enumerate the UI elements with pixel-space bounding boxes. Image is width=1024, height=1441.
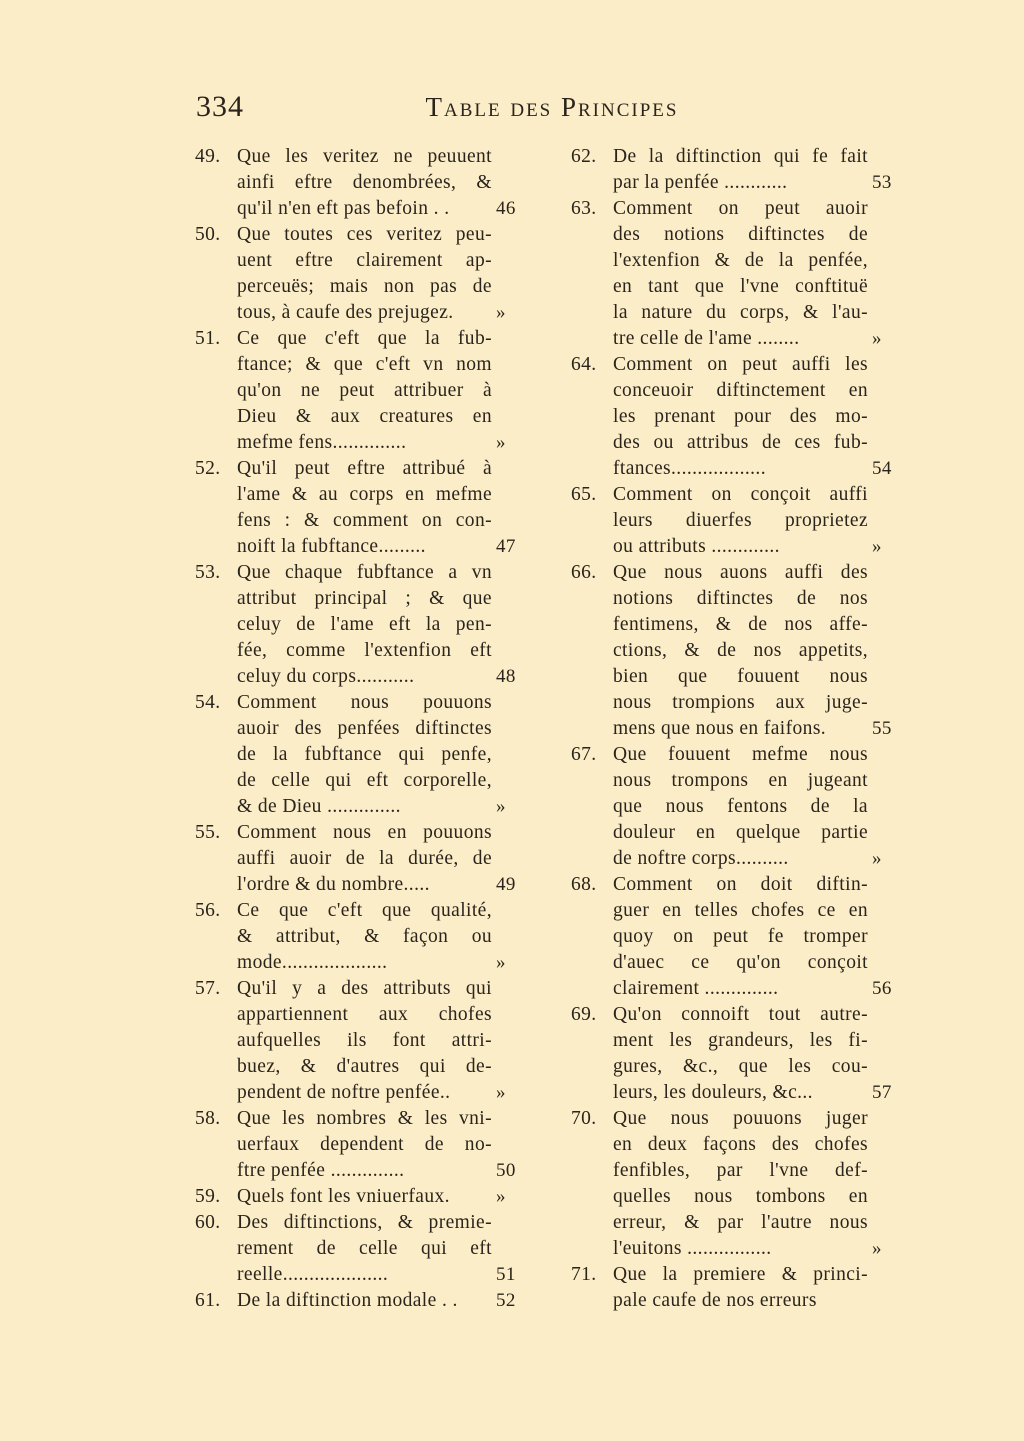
toc-entry [571,1106,916,1262]
toc-entry-line [195,430,540,456]
toc-entry-line [195,196,540,222]
toc-entry-text: Comment on peut auoir [613,198,868,219]
running-title: Table des Principes [425,92,679,122]
toc-entry-line [571,560,916,586]
toc-entry [571,1002,916,1106]
toc-entry-line [571,1288,916,1314]
toc-entry-line [571,924,916,950]
toc-entry-line [195,508,540,534]
toc-entry-text: bien que fouuent nous [613,666,868,687]
toc-entry-line [195,716,540,742]
toc-page-reference: 49 [496,874,516,895]
toc-entry-number: 68. [571,874,597,895]
toc-entry [571,560,916,742]
toc-column-right [571,144,916,1314]
toc-entry [571,872,916,1002]
toc-entry-text: Qu'on connoift tout autre- [613,1004,868,1025]
toc-entry-text: noift la fubftance......... [237,536,426,557]
toc-entry-line [571,404,916,430]
toc-entry-text: que nous fentons de la [613,796,868,817]
toc-page-reference: 46 [496,198,516,219]
toc-entry-number: 70. [571,1108,597,1129]
toc-entry-number: 52. [195,458,221,479]
toc-entry-line [195,820,540,846]
toc-entry-line [571,1054,916,1080]
toc-entry-number: 62. [571,146,597,167]
toc-entry-line [571,1080,916,1106]
toc-entry-text: nous trompions aux juge- [613,692,868,713]
toc-entry-line [571,1028,916,1054]
toc-entry [571,352,916,482]
toc-entry-line [195,612,540,638]
toc-page-reference: 52 [496,1290,516,1311]
toc-entry-text: Quels font les vniuerfaux. [237,1186,450,1207]
toc-entry-number: 66. [571,562,597,583]
toc-entry-text: de celle qui eft corporelle, [237,770,492,791]
toc-entry-line [195,846,540,872]
toc-entry-line [571,300,916,326]
toc-page-reference: » [496,952,506,973]
toc-entry-line [571,846,916,872]
toc-entry-line [571,742,916,768]
toc-entry-text: buez, & d'autres qui de- [237,1056,492,1077]
toc-entry-line [195,326,540,352]
toc-entry-line [571,898,916,924]
toc-entry [195,898,540,976]
page-number: 334 [196,90,244,123]
toc-entry-line [571,456,916,482]
toc-page-reference: » [496,432,506,453]
toc-entry-text: d'auec ce qu'on conçoit [613,952,868,973]
toc-entry-line [571,1106,916,1132]
toc-entry-text: en tant que l'vne conftituë [613,276,868,297]
toc-entry-text: fens : & comment on con- [237,510,492,531]
toc-entry-text: Comment on conçoit auffi [613,484,868,505]
toc-entry-text: pendent de noftre penfée.. [237,1082,451,1103]
toc-entry-text: Que la premiere & princi- [613,1264,868,1285]
toc-entry-line [195,1158,540,1184]
toc-entry-line [571,1158,916,1184]
toc-entry-text: pale caufe de nos erreurs [613,1290,817,1311]
toc-entry-text: quelles nous tombons en [613,1186,868,1207]
toc-entry-number: 63. [571,198,597,219]
toc-entry-text: douleur en quelque partie [613,822,868,843]
toc-entry-text: De la diftinction modale . . [237,1290,458,1311]
toc-entry-line [195,1288,540,1314]
toc-entry-text: les prenant pour des mo- [613,406,868,427]
toc-page-reference: » [496,1082,506,1103]
toc-entry [195,144,540,222]
toc-entry-line [571,222,916,248]
toc-entry-line [195,378,540,404]
toc-entry-text: ou attributs ............. [613,536,780,557]
toc-entry-text: auoir des penfées diftinctes [237,718,492,739]
toc-page-reference: 53 [872,172,892,193]
toc-entry-text: leurs, les douleurs, &c... [613,1082,813,1103]
toc-entry-number: 53. [195,562,221,583]
toc-entry-line [571,1210,916,1236]
toc-entry-line [195,950,540,976]
toc-entry-text: Ce que c'eft que la fub- [237,328,492,349]
toc-entry-line [195,482,540,508]
toc-entry-line [195,1080,540,1106]
toc-entry-line [571,352,916,378]
toc-entry-number: 71. [571,1264,597,1285]
toc-page-reference: » [872,536,882,557]
toc-entry-text: quoy on peut fe tromper [613,926,868,947]
toc-entry-text: Comment on doit diftin- [613,874,868,895]
toc-entry-text: en deux façons des chofes [613,1134,868,1155]
toc-entry [195,1184,540,1210]
toc-page-reference: 55 [872,718,892,739]
toc-entry-line [195,1262,540,1288]
toc-entry [195,1106,540,1184]
toc-entry-text: de la fubftance qui penfe, [237,744,492,765]
toc-entry-line [195,222,540,248]
toc-entry [195,222,540,326]
toc-entry-number: 67. [571,744,597,765]
toc-entry-text: Que les nombres & les vni- [237,1108,492,1129]
toc-entry-text: uent eftre clairement ap- [237,250,492,271]
toc-entry-line [571,638,916,664]
toc-page-reference: 56 [872,978,892,999]
toc-entry-line [195,924,540,950]
toc-entry-text: gures, &c., que les cou- [613,1056,868,1077]
toc-entry-text: Ce que c'eft que qualité, [237,900,492,921]
toc-entry-line [195,352,540,378]
toc-entry-line [571,950,916,976]
toc-entry-line [195,534,540,560]
toc-entry-text: fentimens, & de nos affe- [613,614,868,635]
toc-entry-text: tre celle de l'ame ........ [613,328,800,349]
toc-entry-text: l'euitons ................ [613,1238,772,1259]
toc-entry-line [571,1002,916,1028]
toc-entry-text: Qu'il peut eftre attribué à [237,458,492,479]
toc-entry [195,690,540,820]
toc-page-reference: » [496,302,506,323]
toc-entry-text: erreur, & par l'autre nous [613,1212,868,1233]
toc-entry-line [195,768,540,794]
toc-entry-text: Que nous pouuons juger [613,1108,868,1129]
toc-entry-line [195,1236,540,1262]
toc-entry-text: ment les grandeurs, les fi- [613,1030,868,1051]
toc-entry-text: de noftre corps.......... [613,848,789,869]
toc-entry-text: aufquelles ils font attri- [237,1030,492,1051]
toc-entry-text: Comment nous en pouuons [237,822,492,843]
toc-entry-text: des notions diftinctes de [613,224,868,245]
toc-page-reference: 50 [496,1160,516,1181]
toc-entry-line [571,482,916,508]
toc-entry-text: Qu'il y a des attributs qui [237,978,492,999]
toc-entry-text: leurs diuerfes proprietez [613,510,868,531]
toc-entry-number: 58. [195,1108,221,1129]
toc-entry-text: celuy de l'ame eft la pen- [237,614,492,635]
toc-column-left [195,144,540,1314]
toc-entry [571,196,916,352]
toc-entry-text: perceuës; mais non pas de [237,276,492,297]
toc-entry [195,820,540,898]
toc-entry-text: qu'on ne peut attribuer à [237,380,492,401]
toc-entry-line [571,872,916,898]
toc-entry-line [571,586,916,612]
toc-entry-line [571,794,916,820]
toc-entry-number: 64. [571,354,597,375]
toc-page-reference: 51 [496,1264,516,1285]
toc-entry-text: guer en telles chofes ce en [613,900,868,921]
toc-entry-line [571,1184,916,1210]
toc-entry-text: la nature du corps, & l'au- [613,302,868,323]
toc-page-reference: » [872,848,882,869]
toc-entry-text: attribut principal ; & que [237,588,492,609]
toc-entry-text: reelle.................... [237,1264,389,1285]
toc-entry-line [571,820,916,846]
toc-entry-line [195,1184,540,1210]
toc-entry-text: qu'il n'en eft pas befoin . . [237,198,450,219]
toc-entry-number: 61. [195,1290,221,1311]
toc-entry-text: ftances.................. [613,458,766,479]
toc-page-reference: » [496,796,506,817]
toc-entry-line [571,976,916,1002]
toc-entry-text: Comment nous pouuons [237,692,492,713]
toc-entry-text: Que nous auons auffi des [613,562,868,583]
toc-entry-line [571,1236,916,1262]
toc-entry-text: appartiennent aux chofes [237,1004,492,1025]
toc-entry [195,976,540,1106]
toc-entry-text: mode.................... [237,952,388,973]
toc-entry-line [571,378,916,404]
toc-entry [195,1288,540,1314]
toc-entry-number: 49. [195,146,221,167]
toc-entry-line [571,196,916,222]
toc-entry-text: Dieu & aux creatures en [237,406,492,427]
toc-entry-line [571,274,916,300]
toc-entry-line [195,144,540,170]
toc-entry-line [195,1002,540,1028]
toc-entry-line [195,1210,540,1236]
toc-entry-line [571,170,916,196]
toc-entry-line [571,1262,916,1288]
toc-entry-text: nous trompons en jugeant [613,770,868,791]
toc-entry-text: Que toutes ces veritez peu- [237,224,492,245]
toc-entry-line [195,404,540,430]
toc-entry-line [195,560,540,586]
toc-entry [195,560,540,690]
toc-entry [195,326,540,456]
toc-entry-line [195,872,540,898]
toc-entry-line [571,508,916,534]
toc-entry-line [571,430,916,456]
toc-entry-text: Que chaque fubftance a vn [237,562,492,583]
toc-entry-text: l'extenfion & de la penfée, [613,250,868,271]
toc-entry-line [195,638,540,664]
toc-entry-line [195,300,540,326]
toc-entry-text: Comment on peut auffi les [613,354,868,375]
toc-entry-line [571,716,916,742]
toc-entry-number: 69. [571,1004,597,1025]
toc-entry-text: fenfibles, par l'vne def- [613,1160,868,1181]
toc-entry-line [195,170,540,196]
toc-entry-text: Des diftinctions, & premie- [237,1212,492,1233]
toc-entry-text: ftance; & que c'eft vn nom [237,354,492,375]
toc-page-reference: 54 [872,458,892,479]
toc-entry-text: l'ame & au corps en mefme [237,484,492,505]
toc-entry [195,456,540,560]
toc-entry-line [195,742,540,768]
toc-entry-line [571,248,916,274]
toc-entry-text: rement de celle qui eft [237,1238,492,1259]
toc-entry-line [195,794,540,820]
toc-entry-line [571,690,916,716]
toc-entry-line [571,664,916,690]
toc-page-reference: » [872,1238,882,1259]
toc-entry [571,144,916,196]
toc-entry-line [195,1106,540,1132]
toc-entry-text: & de Dieu .............. [237,796,401,817]
toc-entry-line [571,144,916,170]
toc-entry-number: 59. [195,1186,221,1207]
toc-entry-line [195,586,540,612]
toc-entry-line [195,456,540,482]
toc-entry-number: 56. [195,900,221,921]
toc-entry-text: uerfaux dependent de no- [237,1134,492,1155]
toc-entry-number: 54. [195,692,221,713]
toc-entry-line [195,1132,540,1158]
toc-entry-number: 65. [571,484,597,505]
toc-entry-text: ctions, & de nos appetits, [613,640,868,661]
toc-entry [571,742,916,872]
toc-entry-line [195,664,540,690]
toc-entry-text: ftre penfée .............. [237,1160,405,1181]
toc-entry-number: 51. [195,328,221,349]
toc-entry-text: des ou attribus de ces fub- [613,432,868,453]
toc-page-reference: » [496,1186,506,1207]
toc-entry-text: ainfi eftre denombrées, & [237,172,492,193]
toc-page-reference: 57 [872,1082,892,1103]
toc-entry-text: mefme fens.............. [237,432,407,453]
toc-entry-text: fée, comme l'extenfion eft [237,640,492,661]
toc-entry-line [195,690,540,716]
toc-entry-text: par la penfée ............ [613,172,788,193]
toc-entry [195,1210,540,1288]
toc-entry-text: celuy du corps........... [237,666,415,687]
toc-entry-text: De la diftinction qui fe fait [613,146,868,167]
toc-page-reference: 47 [496,536,516,557]
toc-entry-text: conceuoir diftinctement en [613,380,868,401]
toc-entry-line [195,1054,540,1080]
toc-page-reference: 48 [496,666,516,687]
toc-entry-text: l'ordre & du nombre..... [237,874,430,895]
toc-entry-text: clairement .............. [613,978,779,999]
toc-entry-text: auffi auoir de la durée, de [237,848,492,869]
toc-entry-text: tous, à caufe des prejugez. [237,302,454,323]
toc-entry-text: mens que nous en faifons. [613,718,827,739]
toc-entry-line [195,1028,540,1054]
toc-entry-line [195,274,540,300]
toc-page-reference: » [872,328,882,349]
toc-entry-line [571,612,916,638]
toc-entry-line [195,976,540,1002]
toc-entry-number: 60. [195,1212,221,1233]
toc-entry-text: Que fouuent mefme nous [613,744,868,765]
toc-entry-line [195,248,540,274]
toc-entry [571,1262,916,1314]
toc-entry-number: 57. [195,978,221,999]
toc-entry-line [571,1132,916,1158]
toc-entry-number: 55. [195,822,221,843]
toc-entry-line [571,326,916,352]
toc-entry-text: & attribut, & façon ou [237,926,492,947]
toc-entry-line [571,534,916,560]
toc-entry-line [195,898,540,924]
toc-entry-number: 50. [195,224,221,245]
toc-entry [571,482,916,560]
toc-entry-text: notions diftinctes de nos [613,588,868,609]
toc-entry-text: Que les veritez ne peuuent [237,146,492,167]
toc-entry-line [571,768,916,794]
